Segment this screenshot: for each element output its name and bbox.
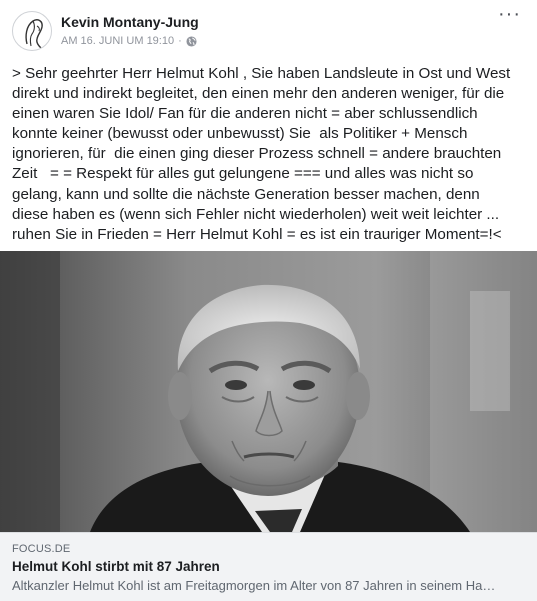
post-text — [12, 64, 532, 245]
author-name[interactable]: Kevin Montany-Jung — [61, 14, 199, 30]
post-text-line: konnte keiner (bewusst oder unbewusst) Sie als Politiker + Mensch — [12, 125, 468, 143]
link-description: Altkanzler Helmut Kohl ist am Freitagmorgen im Alter von 87 Jahren in seinem Ha… — [12, 578, 496, 593]
meta-separator: · — [178, 35, 182, 47]
post-text-line: Zeit = = Respekt für alles gut gelungene === und alles was nicht so — [12, 165, 474, 183]
link-preview-card[interactable] — [0, 251, 537, 601]
post-text-line: einen waren Sie Idol/ Fan für die anderen nicht = aber schlussendlich — [12, 105, 478, 123]
link-source: FOCUS.DE — [12, 543, 71, 555]
globe-icon[interactable] — [186, 36, 197, 47]
avatar[interactable] — [12, 11, 52, 51]
post-text-line: ignorieren, für die einen ging dieser Prozess schnell = andere brauchten — [12, 145, 502, 163]
post-text-line: > Sehr geehrter Herr Helmut Kohl , Sie haben Landsleute in Ost und West — [12, 65, 511, 82]
post-text-line: gelang, kann und sollte die nächste Generation besser machen, denn — [12, 185, 480, 203]
post-text-line: ruhen Sie in Frieden = Herr Helmut Kohl = es ist ein trauriger Moment=!< — [12, 225, 502, 243]
post-timestamp[interactable]: AM 16. JUNI UM 19:10 — [61, 35, 175, 47]
link-preview-image[interactable] — [0, 251, 537, 532]
link-preview-caption[interactable] — [0, 532, 537, 601]
link-headline[interactable]: Helmut Kohl stirbt mit 87 Jahren — [12, 559, 220, 574]
post-header — [0, 0, 537, 58]
post-text-line: direkt und indirekt begleitet, den einen mehr den anderen weniger, für die — [12, 85, 505, 103]
post-text-line: diese haben es (wenn sich Fehler nicht wiederholen) weit weit leichter ... — [12, 205, 500, 223]
avatar-sketch-icon — [13, 12, 52, 51]
post-meta — [61, 35, 197, 47]
more-options-button[interactable]: ··· — [498, 3, 521, 25]
